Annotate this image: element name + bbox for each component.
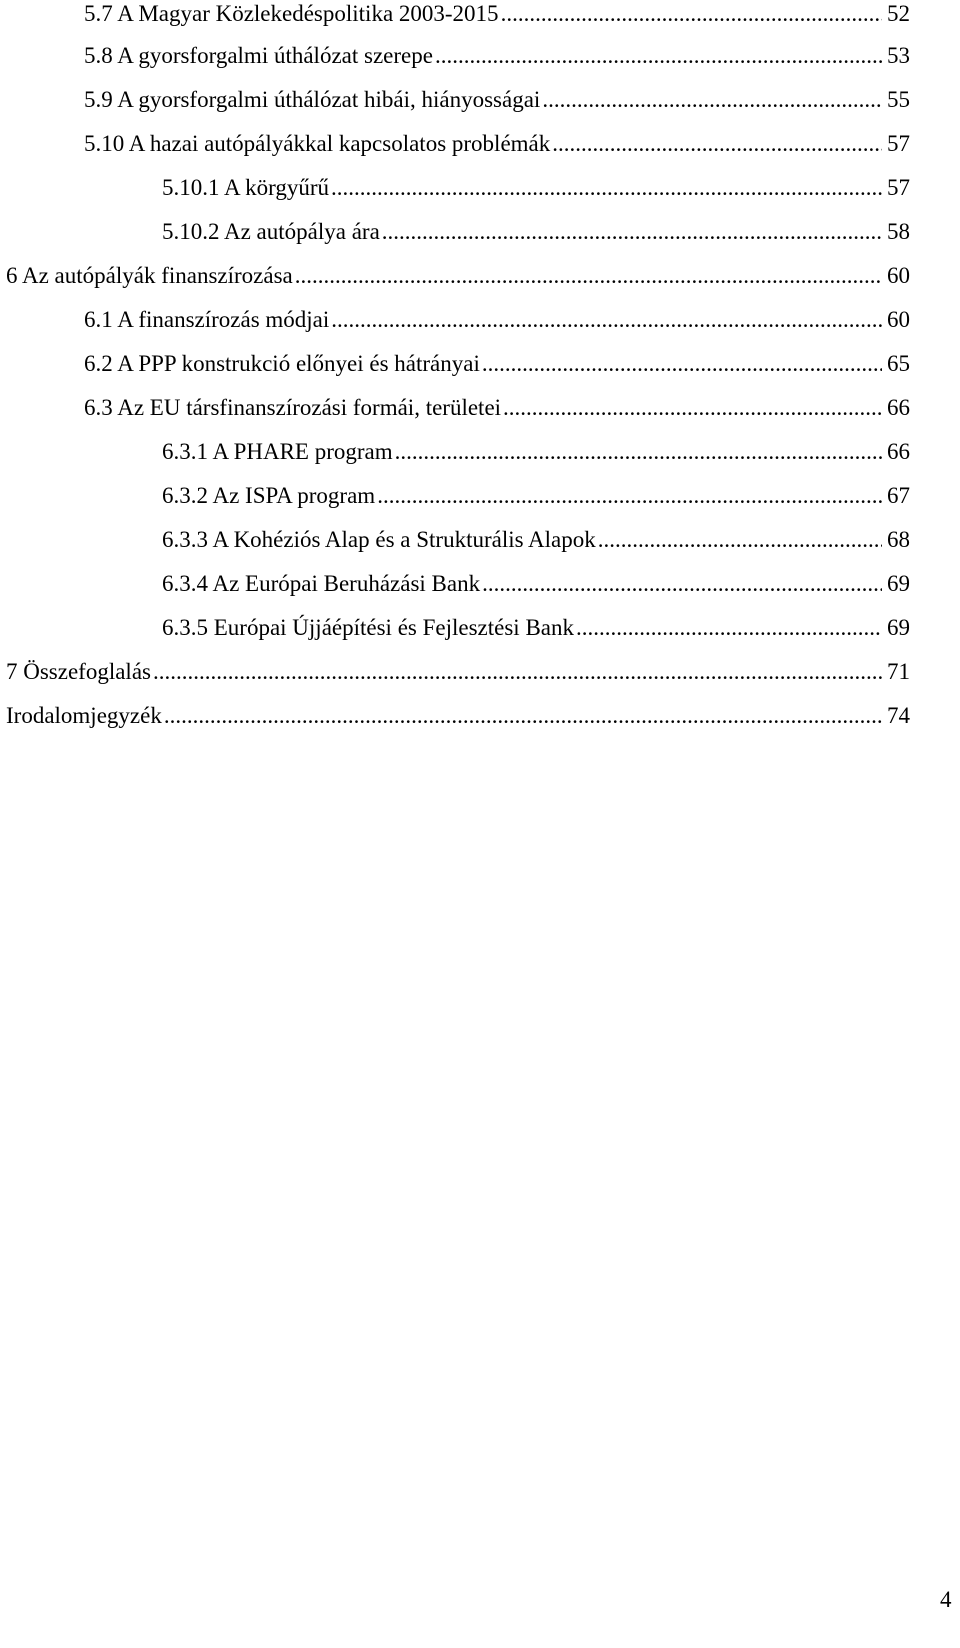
toc-entry-page: 71	[887, 659, 910, 684]
toc-entry[interactable]	[6, 650, 910, 694]
toc-entry-title: 6.1 A finanszírozás módjai	[84, 307, 330, 332]
toc-entry[interactable]	[162, 474, 910, 518]
toc-entry-title: 6.3 Az EU társfinanszírozási formái, területei	[84, 395, 502, 420]
toc-dot-leader	[576, 606, 882, 650]
page-number: 4	[940, 1587, 952, 1612]
toc-entry-page: 65	[887, 351, 910, 376]
toc-entry-title: 5.8 A gyorsforgalmi úthálózat szerepe	[84, 43, 433, 68]
toc-entry[interactable]	[84, 34, 910, 78]
toc-entry-page: 52	[887, 1, 910, 26]
toc-entry[interactable]	[84, 122, 910, 166]
toc-entry-title: 6.3.5 Európai Újjáépítési és Fejlesztési Bank	[162, 615, 574, 640]
toc-entry-page: 69	[887, 571, 910, 596]
toc-entry-title: 6.2 A PPP konstrukció előnyei és hátrányai	[84, 351, 480, 376]
toc-entry-title: 6.3.4 Az Európai Beruházási Bank	[162, 571, 481, 596]
toc-entry-title: Irodalomjegyzék	[6, 703, 162, 728]
toc-dot-leader	[482, 342, 882, 386]
toc-entry[interactable]	[162, 430, 910, 474]
toc-entry-page: 69	[887, 615, 910, 640]
toc-dot-leader	[331, 166, 882, 210]
toc-entry[interactable]	[6, 694, 910, 738]
toc-entry-title: 6.3.3 A Kohéziós Alap és a Strukturális Alapok	[162, 527, 596, 552]
toc-entry-page: 74	[887, 703, 910, 728]
toc-entry-title: 5.9 A gyorsforgalmi úthálózat hibái, hiányosságai	[84, 87, 541, 112]
toc-entry-page: 55	[887, 87, 910, 112]
toc-entry-page: 68	[887, 527, 910, 552]
toc-entry[interactable]	[162, 606, 910, 650]
toc-entry-title: 5.10.2 Az autópálya ára	[162, 219, 380, 244]
toc-dot-leader	[331, 298, 882, 342]
toc-entry-title: 5.10.1 A körgyűrű	[162, 175, 329, 200]
toc-entry-page: 57	[887, 175, 910, 200]
toc-entry-title: 5.10 A hazai autópályákkal kapcsolatos problémák	[84, 131, 551, 156]
toc-dot-leader	[435, 34, 882, 78]
toc-entry-page: 66	[887, 439, 910, 464]
toc-entry-title: 5.7 A Magyar Közlekedéspolitika 2003-2015	[84, 1, 499, 26]
toc-entry[interactable]	[84, 298, 910, 342]
toc-dot-leader	[503, 386, 882, 430]
toc-entry-page: 66	[887, 395, 910, 420]
toc-dot-leader	[598, 518, 882, 562]
toc-dot-leader	[382, 210, 882, 254]
toc-dot-leader	[295, 254, 882, 298]
toc-entry[interactable]	[162, 562, 910, 606]
toc-dot-leader	[482, 562, 882, 606]
toc-entry[interactable]	[162, 210, 910, 254]
toc-entry-page: 57	[887, 131, 910, 156]
toc-dot-leader	[395, 430, 882, 474]
toc-entry-page: 53	[887, 43, 910, 68]
toc-entry[interactable]	[162, 166, 910, 210]
toc-entry[interactable]	[6, 254, 910, 298]
toc-entry[interactable]	[84, 0, 910, 36]
toc-entry-title: 6.3.1 A PHARE program	[162, 439, 393, 464]
toc-entry-title: 6.3.2 Az ISPA program	[162, 483, 376, 508]
toc-entry-page: 60	[887, 263, 910, 288]
toc-entry[interactable]	[84, 386, 910, 430]
toc-entry[interactable]	[84, 342, 910, 386]
toc-entry-page: 58	[887, 219, 910, 244]
toc-dot-leader	[542, 78, 882, 122]
toc-dot-leader	[153, 650, 882, 694]
toc-entry[interactable]	[162, 518, 910, 562]
toc-dot-leader	[377, 474, 882, 518]
toc-entry-title: 6 Az autópályák finanszírozása	[6, 263, 293, 288]
toc-dot-leader	[552, 122, 882, 166]
toc-entry[interactable]	[84, 78, 910, 122]
toc-entry-title: 7 Összefoglalás	[6, 659, 151, 684]
toc-dot-leader	[501, 0, 882, 36]
toc-entry-page: 60	[887, 307, 910, 332]
toc-entry-page: 67	[887, 483, 910, 508]
toc-dot-leader	[164, 694, 882, 738]
